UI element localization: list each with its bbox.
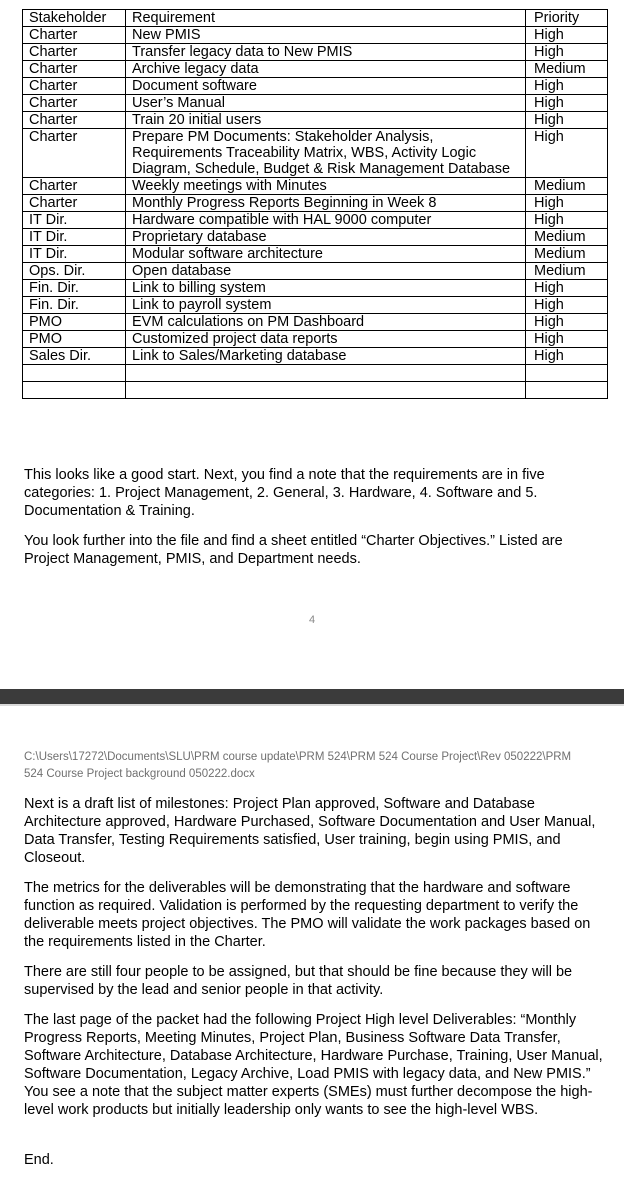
page-number: 4 <box>308 614 316 626</box>
cell-priority: Medium <box>526 246 608 263</box>
cell-priority: High <box>526 129 608 178</box>
cell-requirement: Prepare PM Documents: Stakeholder Analysis, Requirements Traceability Matrix, WBS, Activity Logic Diagram, Schedule, Budget & Risk Management Database <box>126 129 526 178</box>
table-row <box>23 314 608 331</box>
paragraph-categories: This looks like a good start. Next, you find a note that the requirements are in five categories: 1. Project Management, 2. General, 3. Hardware, 4. Software and 5. Documentation & Training. <box>24 467 545 519</box>
cell-requirement: Modular software architecture <box>126 246 526 263</box>
cell-priority: High <box>526 280 608 297</box>
page-break-bar <box>0 689 624 704</box>
cell-stakeholder: Charter <box>23 44 126 61</box>
cell-priority: High <box>526 78 608 95</box>
table-row <box>23 112 608 129</box>
cell-stakeholder: Charter <box>23 61 126 78</box>
page-break-shadow <box>0 704 624 706</box>
table-row <box>23 95 608 112</box>
empty-cell <box>526 382 608 399</box>
empty-table-row <box>23 382 608 399</box>
table-row <box>23 297 608 314</box>
cell-stakeholder: Charter <box>23 195 126 212</box>
paragraph-charter-objectives: You look further into the file and find a sheet entitled “Charter Objectives.” Listed are Project Management, PMIS, and Department needs. <box>24 533 563 567</box>
cell-stakeholder: Fin. Dir. <box>23 297 126 314</box>
empty-cell <box>126 365 526 382</box>
cell-requirement: Weekly meetings with Minutes <box>126 178 526 195</box>
table-row <box>23 178 608 195</box>
cell-stakeholder: Charter <box>23 178 126 195</box>
table-row <box>23 44 608 61</box>
cell-priority: High <box>526 195 608 212</box>
table-row <box>23 27 608 44</box>
cell-stakeholder: IT Dir. <box>23 229 126 246</box>
paragraph-milestones: Next is a draft list of milestones: Project Plan approved, Software and Database Architecture approved, Hardware Purchased, Software Documentation and User Manual, Data Transfer, Testing Requirements satisfied, User training, begin using PMIS, and Closeout. <box>24 796 596 866</box>
cell-requirement: Hardware compatible with HAL 9000 computer <box>126 212 526 229</box>
table-row <box>23 280 608 297</box>
table-row <box>23 195 608 212</box>
cell-requirement: Customized project data reports <box>126 331 526 348</box>
requirements-table <box>22 9 608 399</box>
cell-stakeholder: IT Dir. <box>23 246 126 263</box>
header-stakeholder: Stakeholder <box>23 10 126 27</box>
header-requirement: Requirement <box>126 10 526 27</box>
cell-priority: Medium <box>526 178 608 195</box>
table-row <box>23 246 608 263</box>
cell-stakeholder: Fin. Dir. <box>23 280 126 297</box>
cell-priority: High <box>526 331 608 348</box>
cell-priority: High <box>526 44 608 61</box>
cell-stakeholder: Charter <box>23 112 126 129</box>
cell-requirement: Archive legacy data <box>126 61 526 78</box>
cell-requirement: Transfer legacy data to New PMIS <box>126 44 526 61</box>
table-row <box>23 78 608 95</box>
cell-requirement: User’s Manual <box>126 95 526 112</box>
cell-priority: High <box>526 348 608 365</box>
cell-priority: High <box>526 212 608 229</box>
cell-stakeholder: PMO <box>23 331 126 348</box>
cell-priority: Medium <box>526 61 608 78</box>
table-row <box>23 263 608 280</box>
cell-stakeholder: Sales Dir. <box>23 348 126 365</box>
table-row <box>23 348 608 365</box>
cell-requirement: EVM calculations on PM Dashboard <box>126 314 526 331</box>
file-path-header: C:\Users\17272\Documents\SLU\PRM course update\PRM 524\PRM 524 Course Project\Rev 050222\PRM 524 Course Project background 050222.docx <box>24 751 572 780</box>
table-row <box>23 331 608 348</box>
cell-stakeholder: IT Dir. <box>23 212 126 229</box>
paragraph-metrics: The metrics for the deliverables will be demonstrating that the hardware and software function as required. Validation is performed by the requesting department to verify the deliverable meets project objectives. The PMO will validate the work packages based on the requirements listed in the Charter. <box>24 880 591 950</box>
paragraph-deliverables: The last page of the packet had the following Project High level Deliverables: “Monthly Progress Reports, Meeting Minutes, Project Plan, Business Software Data Transfer, Software Architecture, Database Architecture, Hardware Purchase, Training, User Manual, Software Documentation, Legacy Archive, Load PMIS with legacy data, and New PMIS.” You see a note that the subject matter experts (SMEs) must further decompose the high-level work products but initially leadership only wants to see the high-level WBS. <box>24 1012 603 1118</box>
cell-priority: High <box>526 314 608 331</box>
cell-priority: High <box>526 27 608 44</box>
cell-stakeholder: Ops. Dir. <box>23 263 126 280</box>
cell-priority: High <box>526 112 608 129</box>
table-row <box>23 129 608 178</box>
cell-priority: Medium <box>526 229 608 246</box>
empty-cell <box>526 365 608 382</box>
cell-stakeholder: PMO <box>23 314 126 331</box>
cell-requirement: Document software <box>126 78 526 95</box>
paragraph-end: End. <box>24 1152 54 1168</box>
header-priority: Priority <box>526 10 608 27</box>
paragraph-staffing: There are still four people to be assigned, but that should be fine because they will be supervised by the lead and senior people in that activity. <box>24 964 573 998</box>
table-row <box>23 61 608 78</box>
cell-requirement: Monthly Progress Reports Beginning in Week 8 <box>126 195 526 212</box>
table-header-row <box>23 10 608 27</box>
empty-cell <box>23 365 126 382</box>
cell-stakeholder: Charter <box>23 27 126 44</box>
cell-priority: High <box>526 297 608 314</box>
cell-requirement: Link to Sales/Marketing database <box>126 348 526 365</box>
cell-requirement: New PMIS <box>126 27 526 44</box>
cell-priority: Medium <box>526 263 608 280</box>
table-row <box>23 229 608 246</box>
cell-stakeholder: Charter <box>23 95 126 112</box>
cell-requirement: Link to payroll system <box>126 297 526 314</box>
cell-priority: High <box>526 95 608 112</box>
empty-table-row <box>23 365 608 382</box>
cell-requirement: Proprietary database <box>126 229 526 246</box>
empty-cell <box>23 382 126 399</box>
cell-requirement: Open database <box>126 263 526 280</box>
cell-requirement: Train 20 initial users <box>126 112 526 129</box>
empty-cell <box>126 382 526 399</box>
cell-stakeholder: Charter <box>23 129 126 178</box>
cell-stakeholder: Charter <box>23 78 126 95</box>
table-row <box>23 212 608 229</box>
cell-requirement: Link to billing system <box>126 280 526 297</box>
